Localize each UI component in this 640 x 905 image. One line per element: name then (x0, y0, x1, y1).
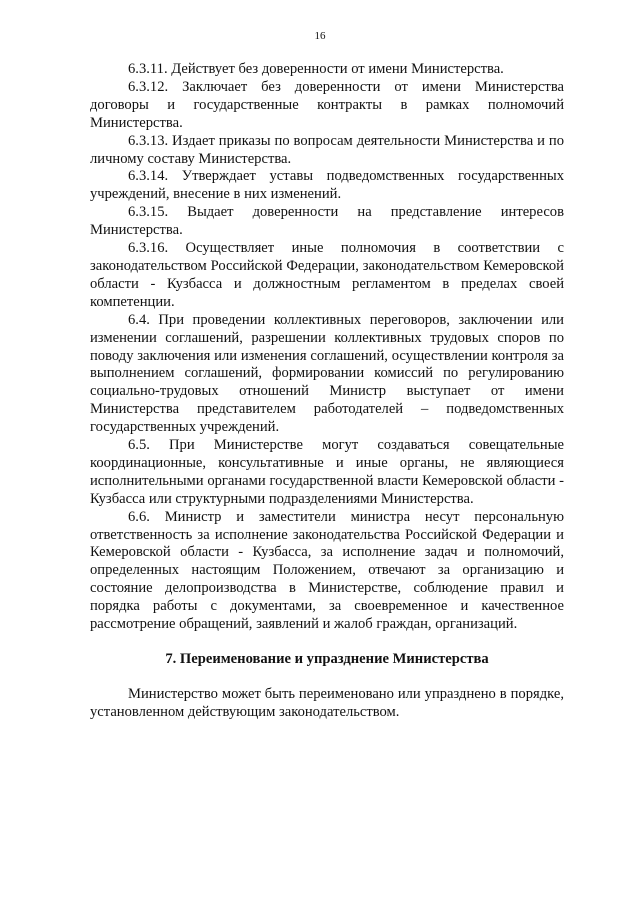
paragraph-6-3-15: 6.3.15. Выдает доверенности на представление интересов Министерства. (90, 204, 564, 239)
document-body (90, 61, 564, 722)
paragraph-6-3-12: 6.3.12. Заключает без доверенности от имени Министерства договоры и государственные контракты в рамках полномочий Министерства. (90, 78, 564, 131)
paragraph-6-3-13: 6.3.13. Издает приказы по вопросам деятельности Министерства и по личному составу Министерства. (90, 132, 564, 167)
paragraph-6-3-16: 6.3.16. Осуществляет иные полномочия в соответствии с законодательством Российской Федерации, законодательством Кемеровской области - Кузбасса и должностным регламентом в пределах своей компетенции. (90, 240, 564, 310)
paragraph-6-6: 6.6. Министр и заместители министра несут персональную ответственность за исполнение законодательства Российской Федерации и Кемеровской области - Кузбасса, за исполнение задач и полномочий, определенных настоящим Положением, отвечают за организацию и состояние делопроизводства в Министерстве, соблюдение правил и порядка работы с документами, за своевременное и качественное рассмотрение обращений, заявлений и жалоб граждан, организаций. (90, 508, 564, 633)
paragraph-6-5: 6.5. При Министерстве могут создаваться совещательные координационные, консультативные и иные органы, не являющиеся исполнительными органами государственной власти Кемеровской области - Кузбасса или структурными подразделениями Министерства. (90, 437, 564, 507)
section-7-heading: 7. Переименование и упразднение Министерства (165, 651, 489, 667)
section-7-paragraph: Министерство может быть переименовано или упразднено в порядке, установленном действующим законодательством. (90, 685, 564, 720)
page-number: 16 (314, 30, 326, 42)
paragraph-6-4: 6.4. При проведении коллективных переговоров, заключении или изменении соглашений, разрешении коллективных трудовых споров по поводу заключения или изменения соглашений, осуществлении контроля за выполнением соглашений, формировании комиссий по регулированию социально-трудовых отношений Министр выступает от имени Министерства представителем работодателей – подведомственных государственных учреждений. (90, 311, 564, 436)
paragraph-6-3-14: 6.3.14. Утверждает уставы подведомственных государственных учреждений, внесение в них изменений. (90, 168, 564, 203)
paragraph-6-3-11: 6.3.11. Действует без доверенности от имени Министерства. (128, 61, 504, 77)
